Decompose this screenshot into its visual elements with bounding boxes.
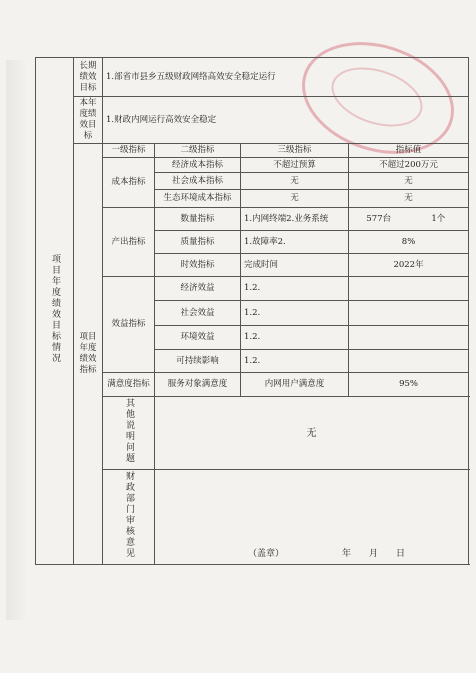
header-lvl3: 三级指标 [241, 144, 349, 158]
benefit-lvl2: 环境效益 [155, 326, 241, 350]
signature-line [158, 549, 465, 560]
output-lvl2: 质量指标 [155, 231, 241, 254]
year-label: 年 [342, 549, 352, 559]
benefit-lvl2: 可持续影响 [155, 350, 241, 373]
benefit-lvl3: 1.2. [241, 301, 349, 326]
output-value-b: 1个 [409, 208, 469, 231]
benefit-value [349, 350, 469, 373]
long-term-label: 长期绩效目标 [74, 58, 103, 97]
other-label: 其他说明问题 [124, 398, 134, 464]
benefit-lvl3: 1.2. [241, 326, 349, 350]
header-lvl1: 一级指标 [103, 144, 155, 158]
annual-label: 本年度绩效目标 [74, 97, 103, 144]
stamp-label: （盖章） [248, 549, 285, 559]
benefit-label: 效益指标 [103, 277, 155, 373]
output-value-a: 577台 [349, 208, 409, 231]
cost-value: 无 [349, 173, 469, 190]
output-lvl3: 1.故障率2. [241, 231, 349, 254]
output-lvl2: 时效指标 [155, 254, 241, 277]
cost-lvl2: 生态环境成本指标 [155, 190, 241, 208]
cost-lvl3: 无 [241, 190, 349, 208]
benefit-lvl3: 1.2. [241, 277, 349, 301]
binding-shadow [6, 60, 28, 620]
cost-lvl3: 无 [241, 173, 349, 190]
section-label: 项目年度绩效目标情况 [50, 254, 60, 364]
section-label-cell [36, 58, 74, 565]
day-label: 日 [396, 549, 406, 559]
other-label-cell [103, 397, 155, 470]
performance-target-table [35, 57, 469, 565]
satisfaction-lvl2: 服务对象满意度 [155, 373, 241, 397]
other-text: 无 [155, 397, 469, 470]
benefit-value [349, 301, 469, 326]
cost-label: 成本指标 [103, 158, 155, 208]
benefit-value [349, 277, 469, 301]
cost-value: 不超过200万元 [349, 158, 469, 173]
output-value: 8% [349, 231, 469, 254]
benefit-lvl3: 1.2. [241, 350, 349, 373]
indicator-label-cell [74, 144, 103, 565]
long-term-text: 1.部省市县乡五级财政网络高效安全稳定运行 [103, 58, 469, 97]
satisfaction-value: 95% [349, 373, 469, 397]
header-value: 指标值 [349, 144, 469, 158]
satisfaction-lvl3: 内网用户满意度 [241, 373, 349, 397]
review-cell [155, 470, 469, 565]
cost-lvl3: 不超过预算 [241, 158, 349, 173]
output-value: 2022年 [349, 254, 469, 277]
date-line [324, 549, 405, 560]
review-label-cell [103, 470, 155, 565]
indicator-label: 项目年度绩效指标 [79, 332, 97, 375]
output-lvl3: 1.内网终端2.业务系统 [241, 208, 349, 231]
output-lvl2: 数量指标 [155, 208, 241, 231]
annual-text: 1.财政内网运行高效安全稳定 [103, 97, 469, 144]
long-term-row [36, 58, 469, 97]
benefit-lvl2: 经济效益 [155, 277, 241, 301]
month-label: 月 [369, 549, 379, 559]
header-row [36, 144, 469, 158]
annual-row [36, 97, 469, 144]
benefit-lvl2: 社会效益 [155, 301, 241, 326]
output-label: 产出指标 [103, 208, 155, 277]
output-lvl3: 完成时间 [241, 254, 349, 277]
satisfaction-label: 满意度指标 [103, 373, 155, 397]
cost-lvl2: 社会成本指标 [155, 173, 241, 190]
benefit-value [349, 326, 469, 350]
cost-value: 无 [349, 190, 469, 208]
header-lvl2: 二级指标 [155, 144, 241, 158]
review-label: 财政部门审核意见 [124, 471, 134, 559]
cost-lvl2: 经济成本指标 [155, 158, 241, 173]
